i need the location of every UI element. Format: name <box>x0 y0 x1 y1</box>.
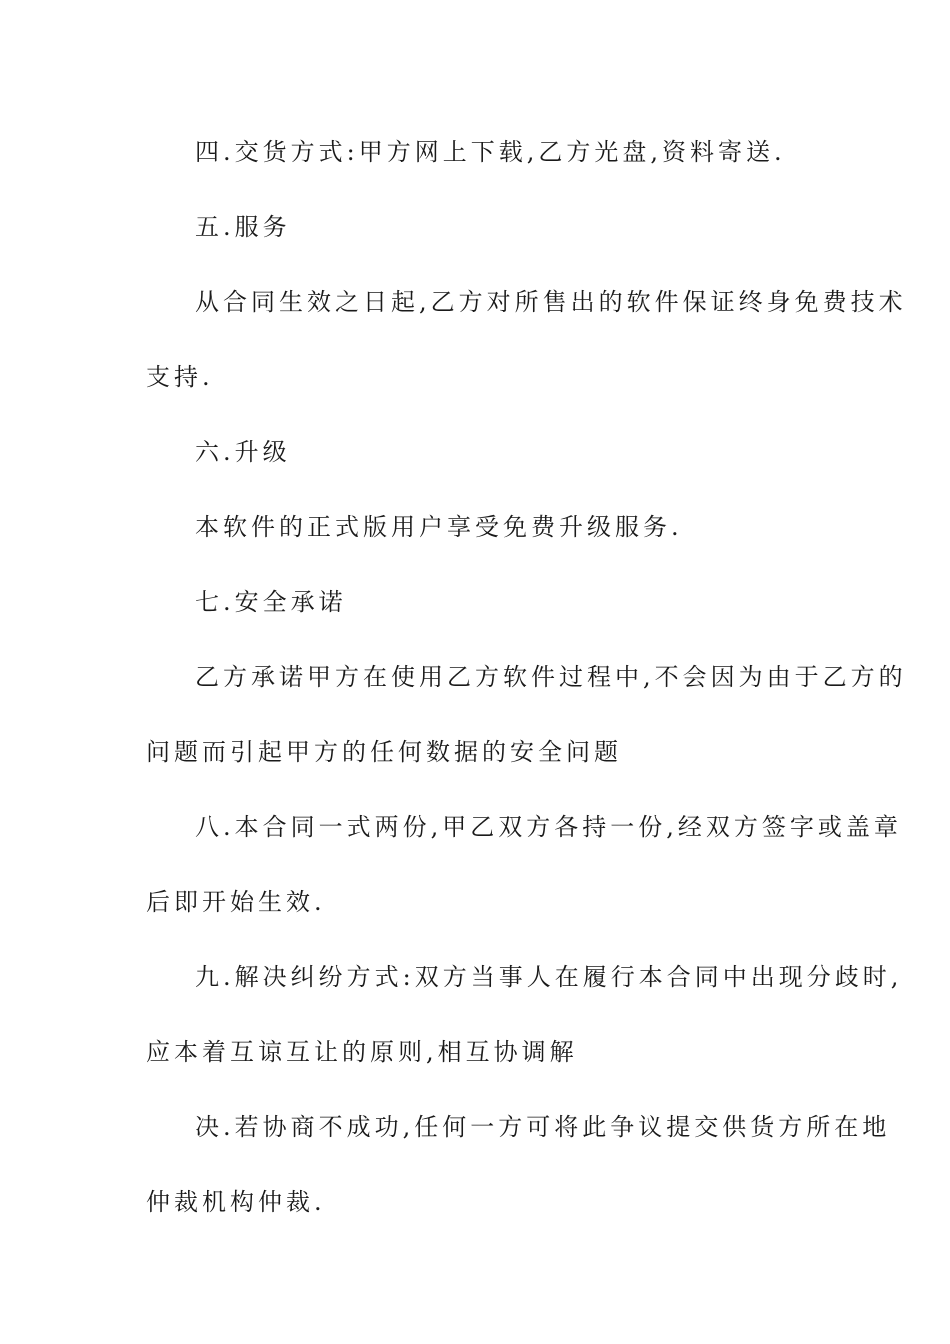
section-eight-line-1: 八.本合同一式两份,甲乙双方各持一份,经双方签字或盖章 <box>195 813 902 841</box>
upgrade-paragraph: 本软件的正式版用户享受免费升级服务. <box>195 513 683 541</box>
section-five-heading: 五.服务 <box>195 213 291 241</box>
section-eight-line-2: 后即开始生效. <box>146 888 326 916</box>
service-paragraph-line-1: 从合同生效之日起,乙方对所售出的软件保证终身免费技术 <box>195 288 907 316</box>
service-paragraph-line-2: 支持. <box>146 363 214 391</box>
section-nine-line-1: 九.解决纠纷方式:双方当事人在履行本合同中出现分歧时, <box>195 963 903 991</box>
section-six-heading: 六.升级 <box>195 438 291 466</box>
section-nine-line-3: 决.若协商不成功,任何一方可将此争议提交供货方所在地 <box>195 1113 891 1141</box>
section-nine-line-4: 仲裁机构仲裁. <box>146 1188 326 1216</box>
section-nine-line-2: 应本着互谅互让的原则,相互协调解 <box>146 1038 578 1066</box>
section-seven-heading: 七.安全承诺 <box>195 588 347 616</box>
section-four-delivery: 四.交货方式:甲方网上下载,乙方光盘,资料寄送. <box>195 138 786 166</box>
security-paragraph-line-2: 问题而引起甲方的任何数据的安全问题 <box>146 738 622 766</box>
security-paragraph-line-1: 乙方承诺甲方在使用乙方软件过程中,不会因为由于乙方的 <box>195 663 907 691</box>
